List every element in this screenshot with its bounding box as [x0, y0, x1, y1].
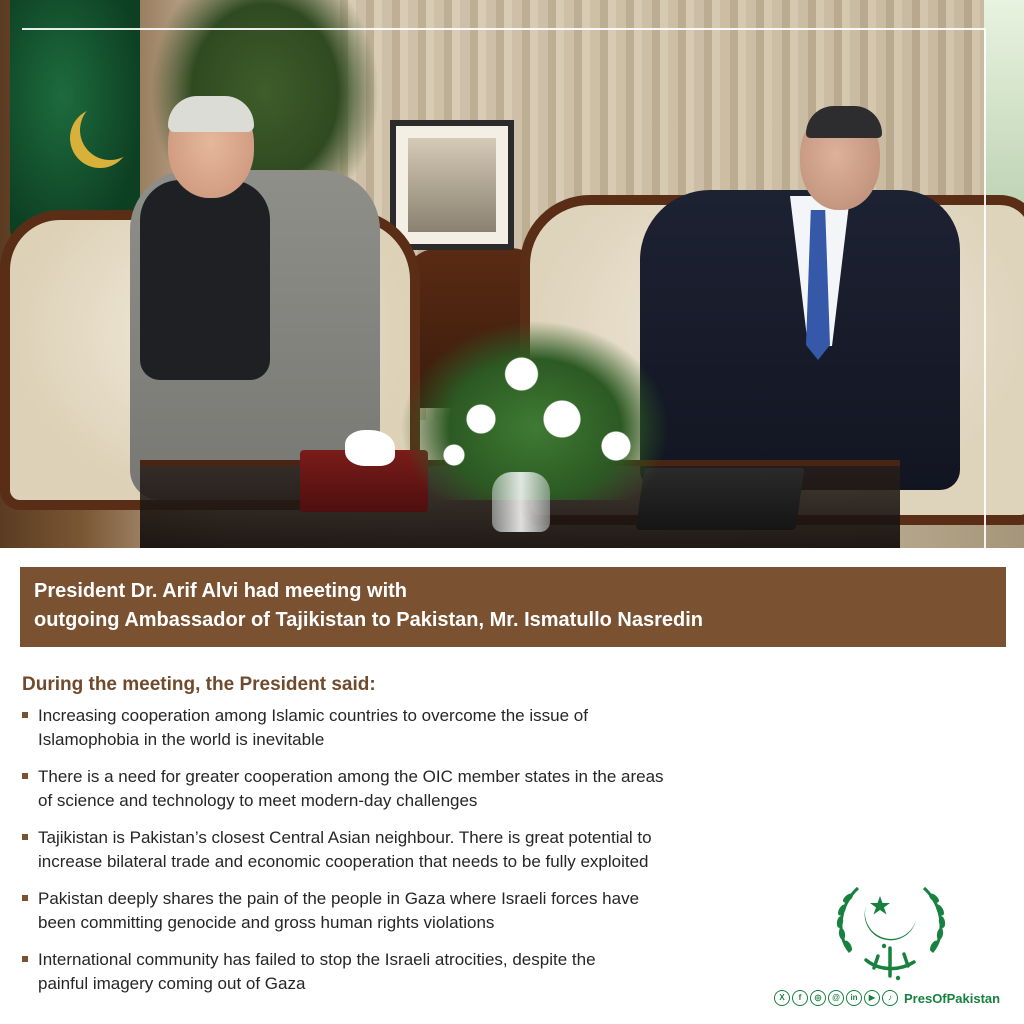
social-footer	[774, 988, 1000, 1008]
bullet-line: Increasing cooperation among Islamic countries to overcome the issue of	[38, 706, 588, 725]
bullet-line: Islamophobia in the world is inevitable	[38, 730, 325, 749]
list-item	[22, 887, 762, 935]
bullet-list	[22, 704, 762, 1009]
youtube-icon[interactable]: ▶	[864, 990, 880, 1006]
instagram-icon[interactable]: ◎	[810, 990, 826, 1006]
bullet-line: been committing genocide and gross human rights violations	[38, 913, 495, 932]
bullet-line: There is a need for greater cooperation among the OIC member states in the areas	[38, 767, 664, 786]
list-item	[22, 704, 762, 752]
list-item	[22, 948, 762, 996]
bullet-line: increase bilateral trade and economic cooperation that needs to be fully exploited	[38, 852, 649, 871]
bullet-line: International community has failed to stop the Israeli atrocities, despite the	[38, 950, 596, 969]
list-item	[22, 765, 762, 813]
title-banner	[20, 567, 1006, 647]
social-handle[interactable]: PresOfPakistan	[904, 990, 1001, 1006]
decorative-frame-line	[22, 28, 986, 548]
linkedin-icon[interactable]: in	[846, 990, 862, 1006]
pakistan-emblem-logo	[828, 876, 954, 984]
bullet-line: painful imagery coming out of Gaza	[38, 974, 306, 993]
tiktok-icon[interactable]: ♪	[882, 990, 898, 1006]
threads-icon[interactable]: @	[828, 990, 844, 1006]
title-line-2: outgoing Ambassador of Tajikistan to Pakistan, Mr. Ismatullo Nasredin	[34, 609, 704, 631]
bullet-line: Pakistan deeply shares the pain of the people in Gaza where Israeli forces have	[38, 889, 640, 908]
bullet-line: Tajikistan is Pakistan’s closest Central Asian neighbour. There is great potential to	[38, 828, 652, 847]
bullet-square-icon	[22, 956, 28, 962]
bullet-square-icon	[22, 712, 28, 718]
list-item	[22, 826, 762, 874]
section-heading: During the meeting, the President said:	[22, 674, 376, 695]
title-line-1: President Dr. Arif Alvi had meeting with	[34, 580, 408, 602]
bullet-square-icon	[22, 895, 28, 901]
bullet-line: of science and technology to meet modern-day challenges	[38, 791, 478, 810]
bullet-square-icon	[22, 773, 28, 779]
bullet-square-icon	[22, 834, 28, 840]
facebook-icon[interactable]: f	[792, 990, 808, 1006]
x-icon[interactable]: X	[774, 990, 790, 1006]
